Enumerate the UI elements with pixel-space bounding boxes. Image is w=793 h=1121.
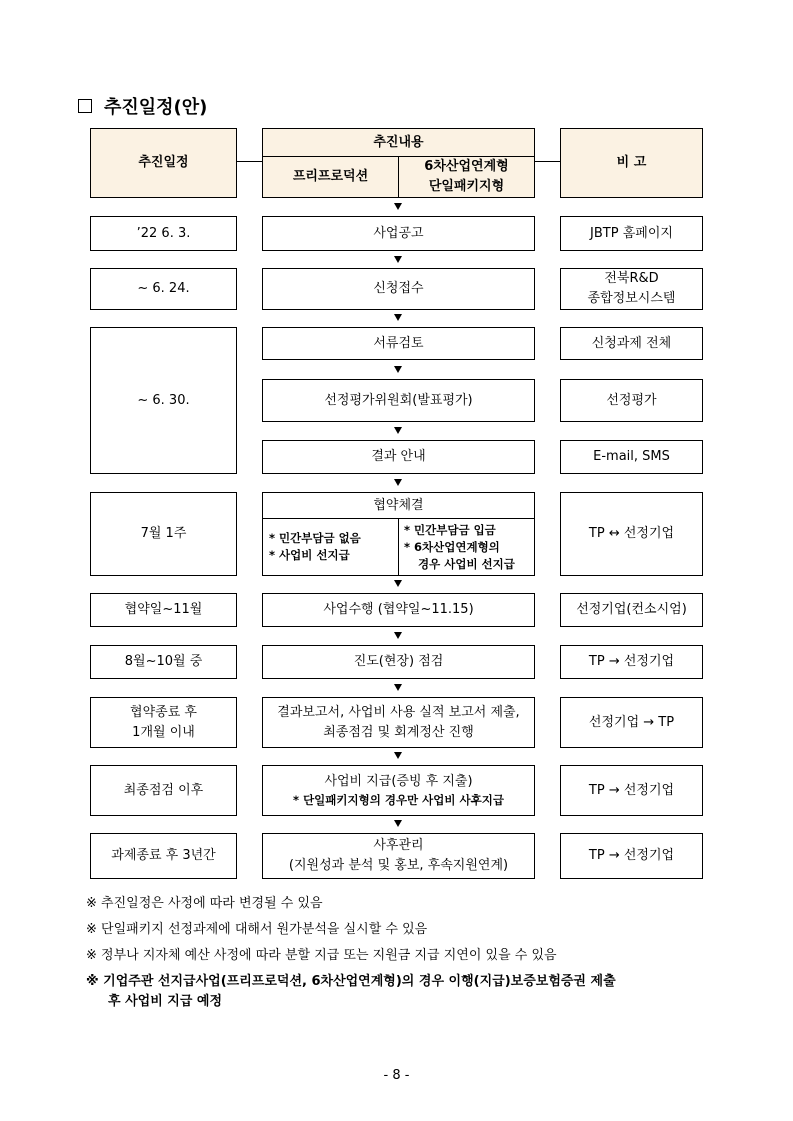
content-cell: 협약체결 [262, 492, 535, 519]
remark-cell: 선정평가 [560, 379, 703, 422]
down-arrow-icon [394, 203, 402, 210]
connector [535, 161, 560, 162]
remark-cell: TP → 선정기업 [560, 765, 703, 816]
schedule-cell: 과제종료 후 3년간 [90, 833, 237, 879]
down-arrow-icon [394, 256, 402, 263]
note: ※ 정부나 지자체 예산 사정에 따라 분할 지급 또는 지원금 지급 지연이 있을 수 있음 [86, 948, 557, 963]
content-cell: 진도(현장) 점검 [262, 645, 535, 679]
down-arrow-icon [394, 314, 402, 321]
down-arrow-icon [394, 820, 402, 827]
down-arrow-icon [394, 752, 402, 759]
header-content-left: 프리프로덕션 [262, 156, 399, 198]
content-cell: 사업비 지급(증빙 후 지출) * 단일패키지형의 경우만 사업비 사후지급 [262, 765, 535, 816]
content-cell: 신청접수 [262, 268, 535, 310]
note: ※ 단일패키지 선정과제에 대해서 원가분석을 실시할 수 있음 [86, 922, 428, 937]
schedule-cell: 7월 1주 [90, 492, 237, 576]
down-arrow-icon [394, 684, 402, 691]
schedule-cell: 협약종료 후 1개월 이내 [90, 697, 237, 748]
down-arrow-icon [394, 632, 402, 639]
content-cell: 사후관리 (지원성과 분석 및 홍보, 후속지원연계) [262, 833, 535, 879]
down-arrow-icon [394, 580, 402, 587]
content-cell: 서류검토 [262, 327, 535, 360]
remark-cell: TP → 선정기업 [560, 645, 703, 679]
schedule-cell: ’22 6. 3. [90, 216, 237, 251]
header-schedule: 추진일정 [90, 128, 237, 198]
header-remark: 비 고 [560, 128, 703, 198]
content-cell: 결과 안내 [262, 440, 535, 474]
connector [237, 161, 262, 162]
checkbox-square-icon [78, 99, 92, 113]
content-sub-right: * 민간부담금 입금 * 6차산업연계형의 경우 사업비 선지급 [398, 518, 535, 576]
content-cell: 사업수행 (협약일~11.15) [262, 593, 535, 627]
header-content-right: 6차산업연계형 단일패키지형 [398, 156, 535, 198]
note: 후 사업비 지급 예정 [108, 994, 223, 1009]
remark-cell: 신청과제 전체 [560, 327, 703, 360]
content-cell: 사업공고 [262, 216, 535, 251]
schedule-cell: 협약일~11월 [90, 593, 237, 627]
section-title-text: 추진일정(안) [104, 97, 208, 118]
content-cell: 선정평가위원회(발표평가) [262, 379, 535, 422]
remark-cell: TP ↔ 선정기업 [560, 492, 703, 576]
schedule-cell: 최종점검 이후 [90, 765, 237, 816]
note: ※ 기업주관 선지급사업(프리프로덕션, 6차산업연계형)의 경우 이행(지급)보증보험증권 제출 [86, 974, 616, 989]
schedule-cell: ~ 6. 30. [90, 327, 237, 474]
down-arrow-icon [394, 366, 402, 373]
note: ※ 추진일정은 사정에 따라 변경될 수 있음 [86, 896, 323, 911]
header-content: 추진내용 [262, 128, 535, 157]
content-cell: 결과보고서, 사업비 사용 실적 보고서 제출, 최종점검 및 회계정산 진행 [262, 697, 535, 748]
content-sub-left: * 민간부담금 없음 * 사업비 선지급 [262, 518, 399, 576]
down-arrow-icon [394, 479, 402, 486]
remark-cell: JBTP 홈페이지 [560, 216, 703, 251]
page-number: - 8 - [383, 1068, 410, 1083]
down-arrow-icon [394, 427, 402, 434]
section-title [78, 93, 207, 119]
remark-cell: 전북R&D 종합정보시스템 [560, 268, 703, 310]
schedule-cell: 8월~10월 중 [90, 645, 237, 679]
schedule-cell: ~ 6. 24. [90, 268, 237, 310]
remark-cell: 선정기업 → TP [560, 697, 703, 748]
remark-cell: 선정기업(컨소시엄) [560, 593, 703, 627]
remark-cell: TP → 선정기업 [560, 833, 703, 879]
remark-cell: E-mail, SMS [560, 440, 703, 474]
